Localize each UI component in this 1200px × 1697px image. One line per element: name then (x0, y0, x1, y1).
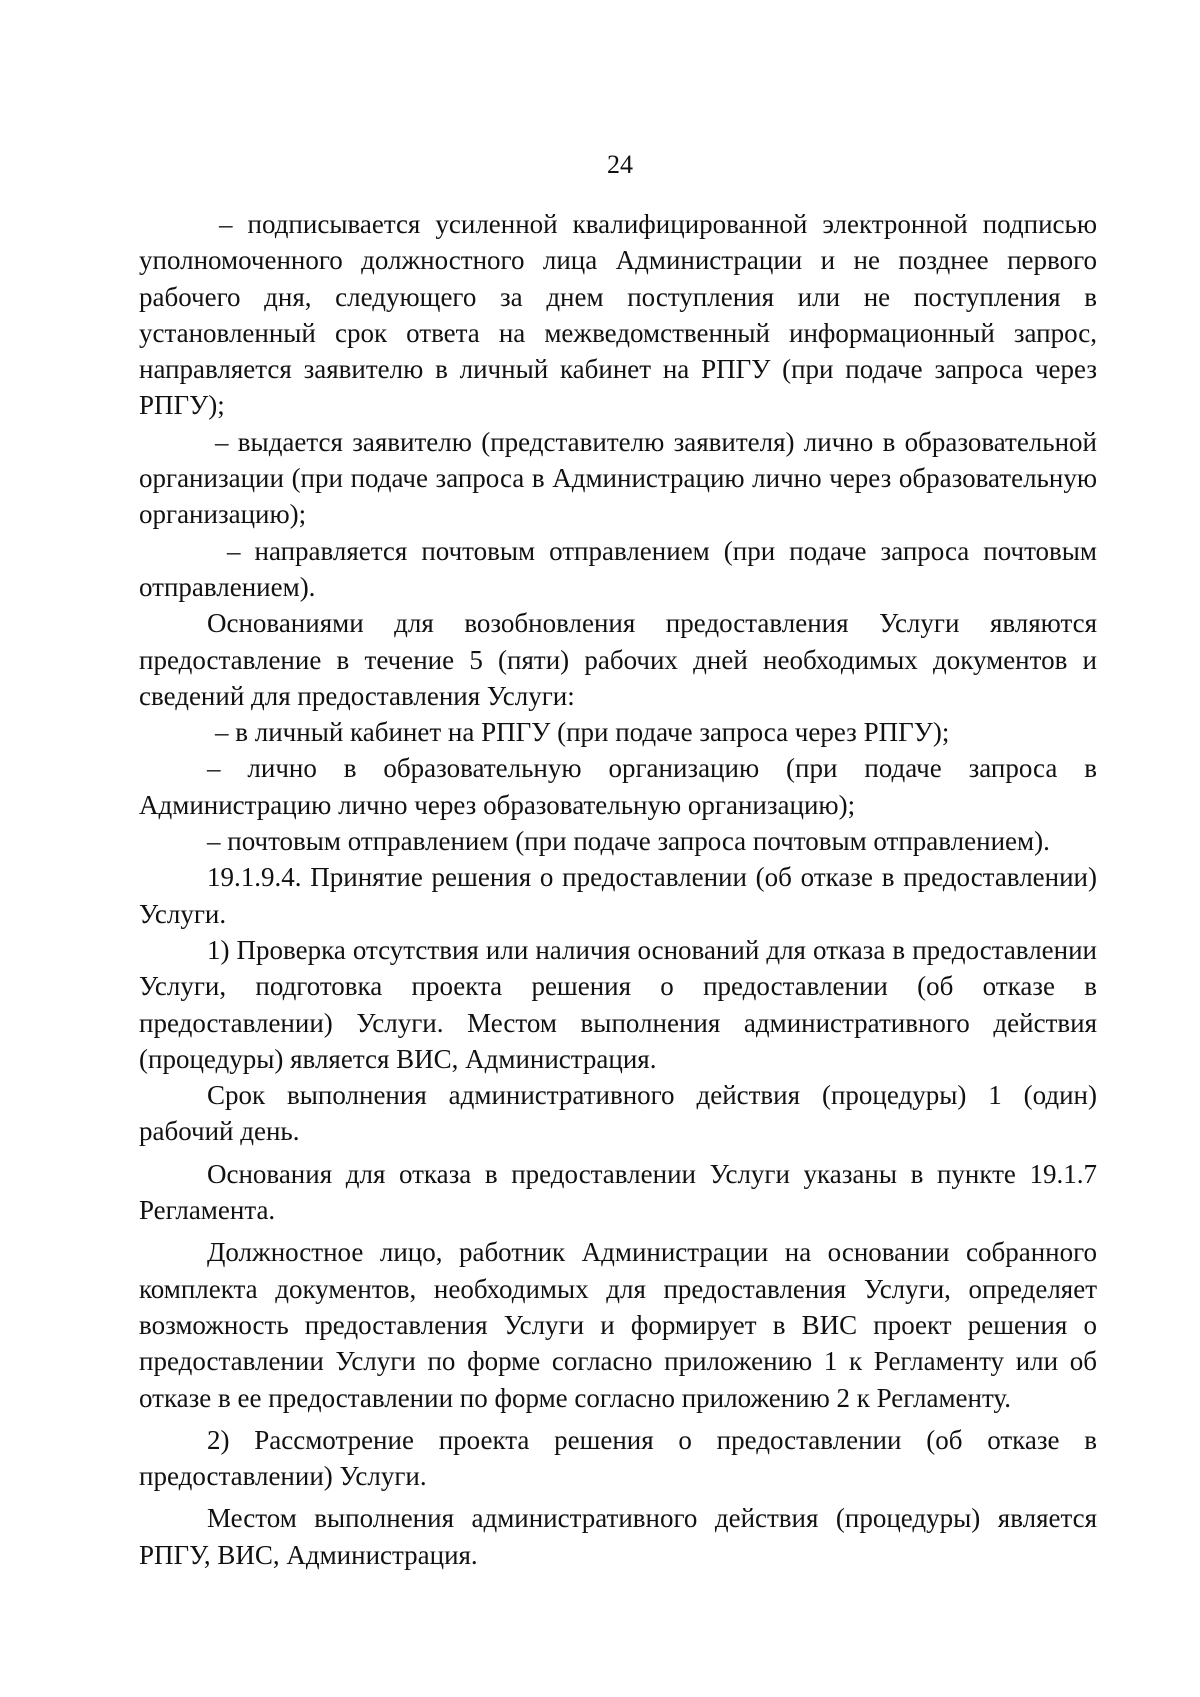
paragraph-signed-decision: – подписывается усиленной квалифицированной электронной подписью уполномоченного должностного лица Администрации и не позднее первого рабочего дня, следующего за днем поступления или не поступления в установленный срок ответа на межведомственный информационный запрос, направляется заявителю в личный кабинет на РПГУ (при подаче запроса через РПГУ); (139, 209, 1097, 421)
section-heading-19-1-9-4: 19.1.9.4. Принятие решения о предоставлении (об отказе в предоставлении) Услуги. (139, 862, 1097, 929)
page-number: 24 (607, 150, 633, 179)
paragraph-resumption-grounds: Основаниями для возобновления предоставления Услуги являются предоставление в течение 5 (пяти) рабочих дней необходимых документов и сведений для предоставления Услуги: (139, 608, 1097, 711)
paragraph-sent-by-mail: – направляется почтовым отправлением (при подаче запроса почтовым отправлением). (139, 535, 1097, 602)
document-body (139, 206, 1097, 1573)
paragraph-official-actions: Должностное лицо, работник Администрации на основании собранного комплекта документов, необходимых для предоставления Услуги, определяет возможность предоставления Услуги и формирует в ВИС проект решения о предоставлении Услуги по форме согласно приложению 1 к Регламенту или об отказе в ее предоставлении по форме согласно приложению 2 к Регламенту. (139, 1237, 1097, 1413)
list-item-in-person: – лично в образовательную организацию (при подаче запроса в Администрацию лично через образовательную организацию); (139, 753, 1097, 820)
paragraph-step-1: 1) Проверка отсутствия или наличия оснований для отказа в предоставлении Услуги, подготовка проекта решения о предоставлении (об отказе в предоставлении) Услуги. Местом выполнения административного действия (процедуры) является ВИС, Администрация. (139, 934, 1097, 1074)
paragraph-refusal-grounds: Основания для отказа в предоставлении Услуги указаны в пункте 19.1.7 Регламента. (139, 1158, 1097, 1226)
paragraph-place-of-execution: Местом выполнения административного действия (процедуры) является РПГУ, ВИС, Администрация. (139, 1503, 1097, 1570)
paragraph-issued-in-person: – выдается заявителю (представителю заявителя) лично в образовательной организации (при подаче запроса в Администрацию лично через образовательную организацию); (139, 426, 1097, 530)
paragraph-deadline: Срок выполнения административного действия (процедуры) 1 (один) рабочий день. (139, 1080, 1097, 1147)
list-item-by-mail: – почтовым отправлением (при подаче запроса почтовым отправлением). (207, 826, 1050, 857)
list-item-personal-account: – в личный кабинет на РПГУ (при подаче запроса через РПГУ); (215, 717, 950, 748)
paragraph-step-2: 2) Рассмотрение проекта решения о предоставлении (об отказе в предоставлении) Услуги. (139, 1424, 1097, 1492)
